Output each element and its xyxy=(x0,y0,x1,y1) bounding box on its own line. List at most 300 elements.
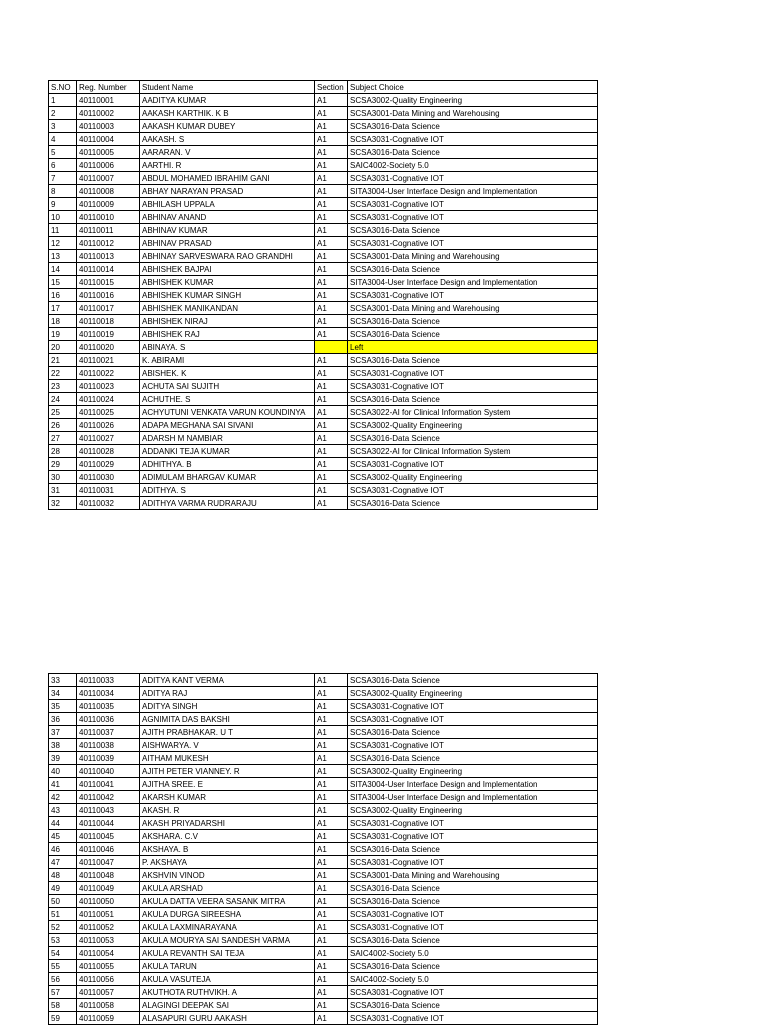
cell-reg-number: 40110013 xyxy=(77,250,140,263)
cell-reg-number: 40110054 xyxy=(77,947,140,960)
table-row xyxy=(49,172,598,185)
cell-student-name: ABHISHEK RAJ xyxy=(140,328,315,341)
table-row xyxy=(49,393,598,406)
cell-student-name: ABHISHEK KUMAR xyxy=(140,276,315,289)
table-row xyxy=(49,445,598,458)
cell-subject-choice: SCSA3016-Data Science xyxy=(348,224,598,237)
cell-sno: 56 xyxy=(49,973,77,986)
cell-student-name: ABHINAY SARVESWARA RAO GRANDHI xyxy=(140,250,315,263)
cell-sno: 18 xyxy=(49,315,77,328)
cell-subject-choice: SCSA3002-Quality Engineering xyxy=(348,687,598,700)
cell-reg-number: 40110042 xyxy=(77,791,140,804)
cell-reg-number: 40110008 xyxy=(77,185,140,198)
cell-student-name: AKULA MOURYA SAI SANDESH VARMA xyxy=(140,934,315,947)
cell-reg-number: 40110050 xyxy=(77,895,140,908)
cell-reg-number: 40110011 xyxy=(77,224,140,237)
cell-reg-number: 40110046 xyxy=(77,843,140,856)
cell-subject-choice: SCSA3016-Data Science xyxy=(348,393,598,406)
table-row xyxy=(49,263,598,276)
cell-section: A1 xyxy=(315,882,348,895)
cell-student-name: ABHAY NARAYAN PRASAD xyxy=(140,185,315,198)
cell-subject-choice: SCSA3031-Cognative IOT xyxy=(348,380,598,393)
cell-subject-choice: SCSA3002-Quality Engineering xyxy=(348,804,598,817)
cell-section: A1 xyxy=(315,263,348,276)
cell-subject-choice: SCSA3022-AI for Clinical Information System xyxy=(348,445,598,458)
cell-sno: 1 xyxy=(49,94,77,107)
cell-student-name: AAKASH. S xyxy=(140,133,315,146)
cell-reg-number: 40110014 xyxy=(77,263,140,276)
cell-section: A1 xyxy=(315,895,348,908)
cell-sno: 53 xyxy=(49,934,77,947)
cell-sno: 30 xyxy=(49,471,77,484)
cell-subject-choice: SITA3004-User Interface Design and Implementation xyxy=(348,791,598,804)
cell-subject-choice: SCSA3031-Cognative IOT xyxy=(348,484,598,497)
cell-student-name: ADITHYA VARMA RUDRARAJU xyxy=(140,497,315,510)
cell-reg-number: 40110033 xyxy=(77,674,140,687)
cell-student-name: ADARSH M NAMBIAR xyxy=(140,432,315,445)
cell-student-name: AGNIMITA DAS BAKSHI xyxy=(140,713,315,726)
table-row xyxy=(49,765,598,778)
cell-subject-choice: SCSA3031-Cognative IOT xyxy=(348,198,598,211)
cell-subject-choice: SCSA3016-Data Science xyxy=(348,328,598,341)
cell-student-name: ADITYA SINGH xyxy=(140,700,315,713)
cell-subject-choice: SCSA3031-Cognative IOT xyxy=(348,237,598,250)
cell-sno: 23 xyxy=(49,380,77,393)
header-row xyxy=(49,81,598,94)
table-row xyxy=(49,687,598,700)
cell-reg-number: 40110023 xyxy=(77,380,140,393)
cell-sno: 2 xyxy=(49,107,77,120)
table-row xyxy=(49,406,598,419)
cell-reg-number: 40110059 xyxy=(77,1012,140,1025)
cell-subject-choice: SCSA3031-Cognative IOT xyxy=(348,289,598,302)
cell-reg-number: 40110052 xyxy=(77,921,140,934)
cell-subject-choice: SCSA3002-Quality Engineering xyxy=(348,765,598,778)
table-row xyxy=(49,159,598,172)
table-row xyxy=(49,778,598,791)
cell-subject-choice: SCSA3016-Data Science xyxy=(348,432,598,445)
cell-reg-number: 40110056 xyxy=(77,973,140,986)
cell-student-name: ADIMULAM BHARGAV KUMAR xyxy=(140,471,315,484)
cell-section: A1 xyxy=(315,497,348,510)
cell-section: A1 xyxy=(315,237,348,250)
cell-student-name: AAKASH KUMAR DUBEY xyxy=(140,120,315,133)
cell-section: A1 xyxy=(315,817,348,830)
table-row xyxy=(49,484,598,497)
cell-section: A1 xyxy=(315,791,348,804)
cell-student-name: AKASH. R xyxy=(140,804,315,817)
cell-sno: 6 xyxy=(49,159,77,172)
cell-reg-number: 40110015 xyxy=(77,276,140,289)
cell-subject-choice: SCSA3031-Cognative IOT xyxy=(348,921,598,934)
table-row xyxy=(49,250,598,263)
table-row xyxy=(49,237,598,250)
header-reg-number: Reg. Number xyxy=(77,81,140,94)
cell-subject-choice: SCSA3016-Data Science xyxy=(348,843,598,856)
cell-section: A1 xyxy=(315,159,348,172)
cell-reg-number: 40110036 xyxy=(77,713,140,726)
table-row xyxy=(49,354,598,367)
cell-sno: 59 xyxy=(49,1012,77,1025)
cell-student-name: AKUTHOTA RUTHVIKH. A xyxy=(140,986,315,999)
cell-subject-choice: SCSA3001-Data Mining and Warehousing xyxy=(348,107,598,120)
cell-section: A1 xyxy=(315,445,348,458)
cell-reg-number: 40110024 xyxy=(77,393,140,406)
cell-subject-choice: SCSA3001-Data Mining and Warehousing xyxy=(348,302,598,315)
cell-reg-number: 40110035 xyxy=(77,700,140,713)
cell-subject-choice: SAIC4002-Society 5.0 xyxy=(348,159,598,172)
cell-subject-choice: SITA3004-User Interface Design and Implementation xyxy=(348,276,598,289)
cell-section: A1 xyxy=(315,328,348,341)
cell-student-name: AKSHAYA. B xyxy=(140,843,315,856)
cell-subject-choice: SCSA3031-Cognative IOT xyxy=(348,739,598,752)
cell-section: A1 xyxy=(315,120,348,133)
table-row xyxy=(49,999,598,1012)
cell-sno: 26 xyxy=(49,419,77,432)
cell-sno: 48 xyxy=(49,869,77,882)
cell-student-name: AKASH PRIYADARSHI xyxy=(140,817,315,830)
cell-subject-choice: SCSA3022-AI for Clinical Information System xyxy=(348,406,598,419)
cell-sno: 19 xyxy=(49,328,77,341)
cell-reg-number: 40110002 xyxy=(77,107,140,120)
cell-student-name: ABHINAV PRASAD xyxy=(140,237,315,250)
table-row xyxy=(49,700,598,713)
cell-reg-number: 40110022 xyxy=(77,367,140,380)
cell-section: A1 xyxy=(315,367,348,380)
cell-reg-number: 40110020 xyxy=(77,341,140,354)
cell-subject-choice: SCSA3031-Cognative IOT xyxy=(348,817,598,830)
cell-section: A1 xyxy=(315,315,348,328)
table-row xyxy=(49,471,598,484)
cell-sno: 5 xyxy=(49,146,77,159)
cell-subject-choice: SAIC4002-Society 5.0 xyxy=(348,973,598,986)
cell-student-name: AKSHARA. C.V xyxy=(140,830,315,843)
cell-section: A1 xyxy=(315,185,348,198)
cell-student-name: AKULA VASUTEJA xyxy=(140,973,315,986)
table-row xyxy=(49,726,598,739)
table-row xyxy=(49,791,598,804)
cell-section: A1 xyxy=(315,856,348,869)
table-row xyxy=(49,752,598,765)
cell-student-name: ABINAYA. S xyxy=(140,341,315,354)
cell-sno: 24 xyxy=(49,393,77,406)
table-row xyxy=(49,315,598,328)
cell-section xyxy=(315,341,348,354)
cell-reg-number: 40110018 xyxy=(77,315,140,328)
cell-student-name: ADDANKI TEJA KUMAR xyxy=(140,445,315,458)
table-row xyxy=(49,830,598,843)
cell-section: A1 xyxy=(315,726,348,739)
cell-reg-number: 40110039 xyxy=(77,752,140,765)
cell-reg-number: 40110001 xyxy=(77,94,140,107)
student-table-page-2 xyxy=(48,673,598,1025)
table-row xyxy=(49,276,598,289)
table-row xyxy=(49,921,598,934)
cell-student-name: AJITHA SREE. E xyxy=(140,778,315,791)
cell-student-name: ABHISHEK MANIKANDAN xyxy=(140,302,315,315)
cell-student-name: ABISHEK. K xyxy=(140,367,315,380)
cell-sno: 3 xyxy=(49,120,77,133)
cell-section: A1 xyxy=(315,484,348,497)
table-row xyxy=(49,986,598,999)
cell-subject-choice: SCSA3016-Data Science xyxy=(348,882,598,895)
cell-section: A1 xyxy=(315,778,348,791)
cell-sno: 49 xyxy=(49,882,77,895)
cell-section: A1 xyxy=(315,211,348,224)
cell-section: A1 xyxy=(315,765,348,778)
cell-section: A1 xyxy=(315,94,348,107)
cell-reg-number: 40110037 xyxy=(77,726,140,739)
cell-section: A1 xyxy=(315,960,348,973)
table-row xyxy=(49,146,598,159)
cell-reg-number: 40110021 xyxy=(77,354,140,367)
cell-student-name: ADAPA MEGHANA SAI SIVANI xyxy=(140,419,315,432)
cell-sno: 13 xyxy=(49,250,77,263)
cell-subject-choice: SCSA3016-Data Science xyxy=(348,497,598,510)
table-row xyxy=(49,419,598,432)
table-row xyxy=(49,94,598,107)
cell-student-name: AKULA LAXMINARAYANA xyxy=(140,921,315,934)
table-row xyxy=(49,882,598,895)
cell-student-name: ALAGINGI DEEPAK SAI xyxy=(140,999,315,1012)
table-row xyxy=(49,947,598,960)
cell-section: A1 xyxy=(315,289,348,302)
cell-section: A1 xyxy=(315,921,348,934)
cell-subject-choice: SCSA3002-Quality Engineering xyxy=(348,94,598,107)
cell-subject-choice: SCSA3016-Data Science xyxy=(348,120,598,133)
cell-student-name: P. AKSHAYA xyxy=(140,856,315,869)
cell-subject-choice: SITA3004-User Interface Design and Implementation xyxy=(348,185,598,198)
cell-student-name: AKARSH KUMAR xyxy=(140,791,315,804)
cell-student-name: AAKASH KARTHIK. K B xyxy=(140,107,315,120)
cell-reg-number: 40110027 xyxy=(77,432,140,445)
cell-section: A1 xyxy=(315,276,348,289)
cell-section: A1 xyxy=(315,146,348,159)
cell-student-name: AJITH PRABHAKAR. U T xyxy=(140,726,315,739)
cell-student-name: AADITYA KUMAR xyxy=(140,94,315,107)
table-row xyxy=(49,224,598,237)
table-row xyxy=(49,856,598,869)
cell-reg-number: 40110026 xyxy=(77,419,140,432)
cell-sno: 47 xyxy=(49,856,77,869)
cell-student-name: ACHYUTUNI VENKATA VARUN KOUNDINYA xyxy=(140,406,315,419)
cell-reg-number: 40110012 xyxy=(77,237,140,250)
cell-sno: 50 xyxy=(49,895,77,908)
table-row xyxy=(49,380,598,393)
table-row xyxy=(49,120,598,133)
cell-student-name: ABHISHEK KUMAR SINGH xyxy=(140,289,315,302)
cell-subject-choice: SCSA3016-Data Science xyxy=(348,674,598,687)
cell-sno: 35 xyxy=(49,700,77,713)
cell-sno: 54 xyxy=(49,947,77,960)
cell-section: A1 xyxy=(315,739,348,752)
cell-reg-number: 40110045 xyxy=(77,830,140,843)
cell-reg-number: 40110049 xyxy=(77,882,140,895)
cell-student-name: AKULA TARUN xyxy=(140,960,315,973)
cell-sno: 4 xyxy=(49,133,77,146)
cell-reg-number: 40110004 xyxy=(77,133,140,146)
cell-subject-choice: Left xyxy=(348,341,598,354)
table-row xyxy=(49,289,598,302)
cell-sno: 7 xyxy=(49,172,77,185)
cell-sno: 41 xyxy=(49,778,77,791)
cell-subject-choice: SAIC4002-Society 5.0 xyxy=(348,947,598,960)
cell-student-name: AKSHVIN VINOD xyxy=(140,869,315,882)
cell-sno: 15 xyxy=(49,276,77,289)
cell-student-name: ABHISHEK BAJPAI xyxy=(140,263,315,276)
cell-student-name: ABDUL MOHAMED IBRAHIM GANI xyxy=(140,172,315,185)
table-row xyxy=(49,973,598,986)
cell-reg-number: 40110044 xyxy=(77,817,140,830)
table-row xyxy=(49,328,598,341)
cell-section: A1 xyxy=(315,752,348,765)
cell-sno: 40 xyxy=(49,765,77,778)
cell-section: A1 xyxy=(315,198,348,211)
cell-reg-number: 40110010 xyxy=(77,211,140,224)
cell-sno: 16 xyxy=(49,289,77,302)
cell-subject-choice: SCSA3016-Data Science xyxy=(348,263,598,276)
cell-section: A1 xyxy=(315,393,348,406)
table-row xyxy=(49,934,598,947)
table-row xyxy=(49,739,598,752)
cell-reg-number: 40110003 xyxy=(77,120,140,133)
table-row xyxy=(49,804,598,817)
cell-section: A1 xyxy=(315,674,348,687)
table-row xyxy=(49,713,598,726)
cell-section: A1 xyxy=(315,354,348,367)
cell-section: A1 xyxy=(315,302,348,315)
table-row xyxy=(49,674,598,687)
cell-subject-choice: SCSA3031-Cognative IOT xyxy=(348,367,598,380)
table-row xyxy=(49,960,598,973)
cell-section: A1 xyxy=(315,458,348,471)
cell-subject-choice: SCSA3016-Data Science xyxy=(348,934,598,947)
table-row xyxy=(49,302,598,315)
cell-reg-number: 40110053 xyxy=(77,934,140,947)
cell-subject-choice: SITA3004-User Interface Design and Implementation xyxy=(348,778,598,791)
cell-subject-choice: SCSA3031-Cognative IOT xyxy=(348,986,598,999)
cell-sno: 17 xyxy=(49,302,77,315)
cell-reg-number: 40110047 xyxy=(77,856,140,869)
cell-reg-number: 40110030 xyxy=(77,471,140,484)
cell-student-name: ACHUTA SAI SUJITH xyxy=(140,380,315,393)
cell-sno: 28 xyxy=(49,445,77,458)
cell-reg-number: 40110055 xyxy=(77,960,140,973)
cell-subject-choice: SCSA3016-Data Science xyxy=(348,146,598,159)
cell-subject-choice: SCSA3031-Cognative IOT xyxy=(348,211,598,224)
cell-sno: 31 xyxy=(49,484,77,497)
cell-section: A1 xyxy=(315,713,348,726)
cell-section: A1 xyxy=(315,380,348,393)
cell-sno: 58 xyxy=(49,999,77,1012)
cell-subject-choice: SCSA3016-Data Science xyxy=(348,960,598,973)
cell-student-name: AISHWARYA. V xyxy=(140,739,315,752)
cell-reg-number: 40110007 xyxy=(77,172,140,185)
cell-sno: 38 xyxy=(49,739,77,752)
cell-student-name: ADITHYA. S xyxy=(140,484,315,497)
cell-reg-number: 40110040 xyxy=(77,765,140,778)
cell-student-name: ADITYA RAJ xyxy=(140,687,315,700)
cell-subject-choice: SCSA3016-Data Science xyxy=(348,999,598,1012)
cell-section: A1 xyxy=(315,432,348,445)
cell-section: A1 xyxy=(315,172,348,185)
cell-student-name: AJITH PETER VIANNEY. R xyxy=(140,765,315,778)
cell-section: A1 xyxy=(315,250,348,263)
table-row xyxy=(49,432,598,445)
table-row xyxy=(49,458,598,471)
cell-student-name: AKULA DURGA SIREESHA xyxy=(140,908,315,921)
cell-reg-number: 40110048 xyxy=(77,869,140,882)
cell-subject-choice: SCSA3031-Cognative IOT xyxy=(348,713,598,726)
cell-section: A1 xyxy=(315,830,348,843)
cell-section: A1 xyxy=(315,804,348,817)
table-row xyxy=(49,1012,598,1025)
cell-sno: 39 xyxy=(49,752,77,765)
cell-section: A1 xyxy=(315,107,348,120)
cell-section: A1 xyxy=(315,471,348,484)
cell-sno: 57 xyxy=(49,986,77,999)
cell-sno: 34 xyxy=(49,687,77,700)
cell-sno: 32 xyxy=(49,497,77,510)
cell-student-name: ABHINAV ANAND xyxy=(140,211,315,224)
cell-subject-choice: SCSA3001-Data Mining and Warehousing xyxy=(348,250,598,263)
cell-sno: 55 xyxy=(49,960,77,973)
cell-student-name: ACHUTHE. S xyxy=(140,393,315,406)
cell-section: A1 xyxy=(315,700,348,713)
cell-sno: 43 xyxy=(49,804,77,817)
cell-sno: 44 xyxy=(49,817,77,830)
cell-section: A1 xyxy=(315,406,348,419)
header-subject-choice: Subject Choice xyxy=(348,81,598,94)
header-section: Section xyxy=(315,81,348,94)
cell-student-name: ADHITHYA. B xyxy=(140,458,315,471)
cell-reg-number: 40110028 xyxy=(77,445,140,458)
table-row xyxy=(49,895,598,908)
header-sno: S.NO xyxy=(49,81,77,94)
cell-sno: 37 xyxy=(49,726,77,739)
cell-subject-choice: SCSA3016-Data Science xyxy=(348,752,598,765)
cell-sno: 9 xyxy=(49,198,77,211)
cell-reg-number: 40110031 xyxy=(77,484,140,497)
cell-sno: 14 xyxy=(49,263,77,276)
table-row xyxy=(49,107,598,120)
cell-sno: 10 xyxy=(49,211,77,224)
cell-student-name: ABHISHEK NIRAJ xyxy=(140,315,315,328)
student-table-page-1 xyxy=(48,80,598,510)
cell-student-name: AARARAN. V xyxy=(140,146,315,159)
cell-section: A1 xyxy=(315,419,348,432)
cell-subject-choice: SCSA3016-Data Science xyxy=(348,726,598,739)
cell-subject-choice: SCSA3016-Data Science xyxy=(348,354,598,367)
cell-subject-choice: SCSA3031-Cognative IOT xyxy=(348,856,598,869)
table-row xyxy=(49,843,598,856)
table-row xyxy=(49,869,598,882)
cell-reg-number: 40110032 xyxy=(77,497,140,510)
cell-sno: 45 xyxy=(49,830,77,843)
cell-sno: 25 xyxy=(49,406,77,419)
cell-reg-number: 40110005 xyxy=(77,146,140,159)
cell-sno: 29 xyxy=(49,458,77,471)
cell-subject-choice: SCSA3002-Quality Engineering xyxy=(348,471,598,484)
cell-section: A1 xyxy=(315,999,348,1012)
cell-subject-choice: SCSA3001-Data Mining and Warehousing xyxy=(348,869,598,882)
cell-subject-choice: SCSA3016-Data Science xyxy=(348,895,598,908)
cell-reg-number: 40110019 xyxy=(77,328,140,341)
cell-subject-choice: SCSA3031-Cognative IOT xyxy=(348,133,598,146)
table-row xyxy=(49,185,598,198)
table-row xyxy=(49,341,598,354)
cell-section: A1 xyxy=(315,133,348,146)
